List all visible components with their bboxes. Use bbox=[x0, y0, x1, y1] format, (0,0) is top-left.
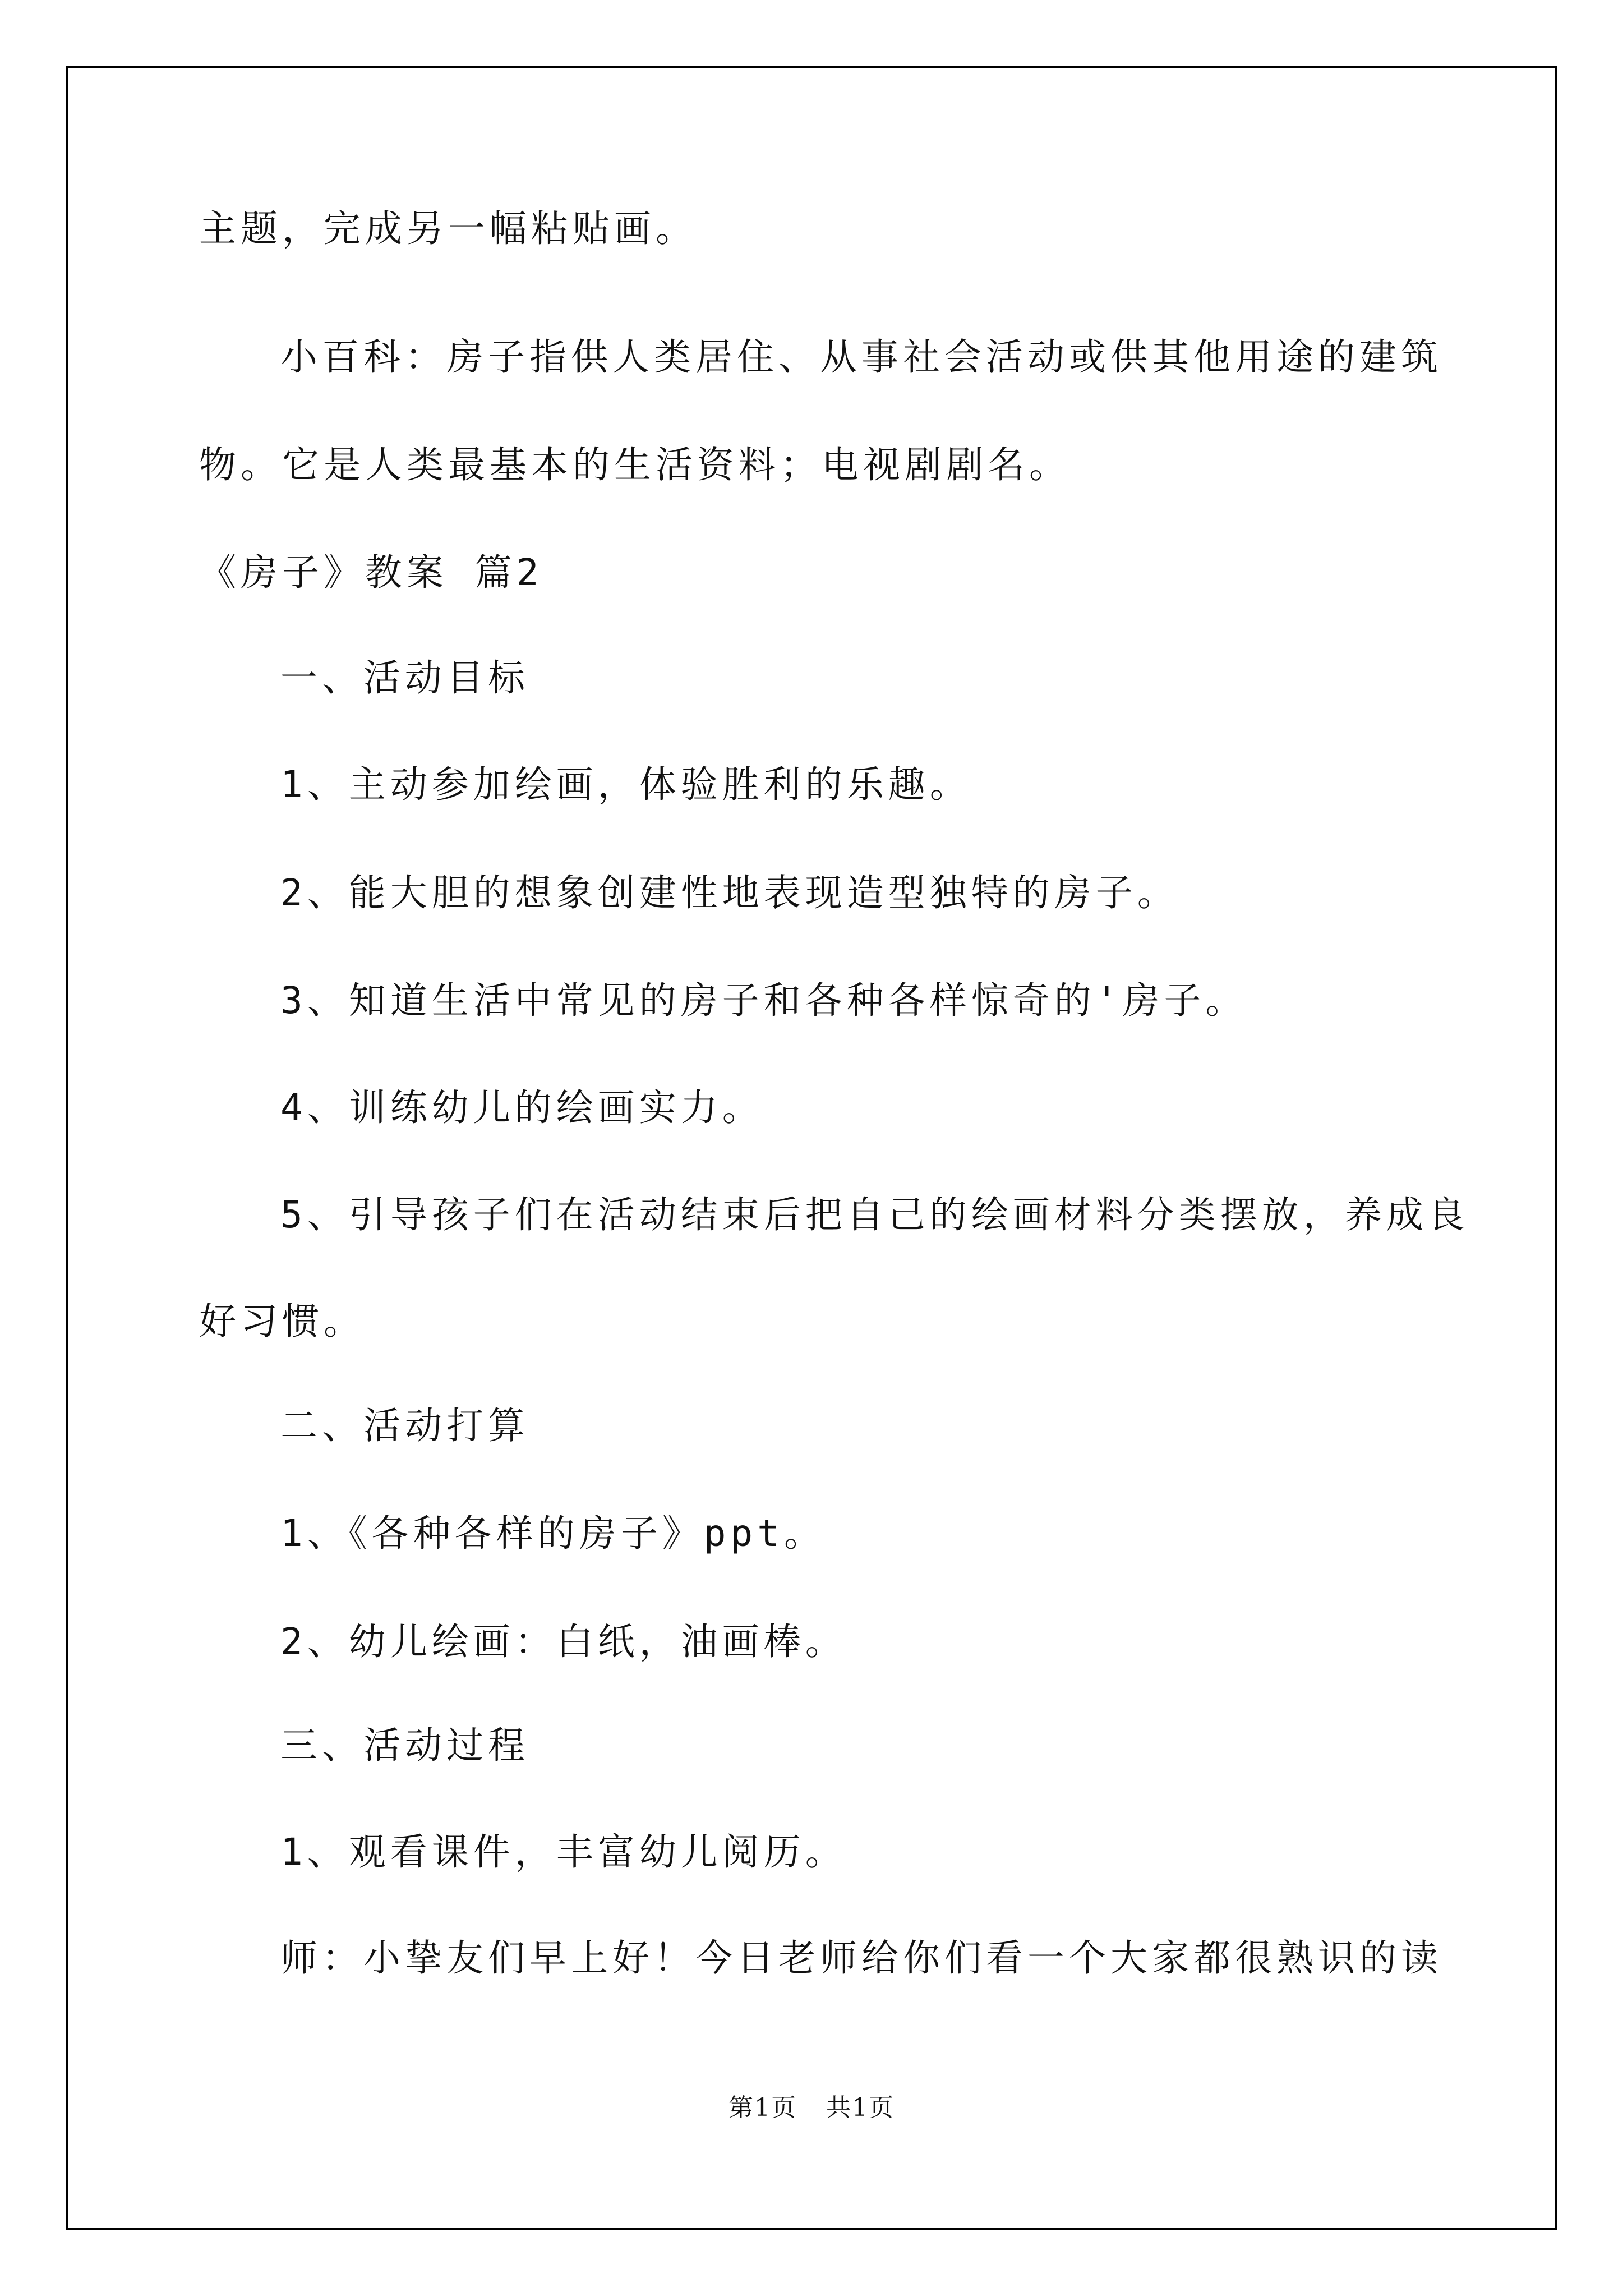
subheading-goals: 一、活动目标 bbox=[280, 656, 529, 700]
subheading-preparation: 二、活动打算 bbox=[280, 1404, 529, 1447]
text-line-11: 好习惯。 bbox=[199, 1300, 365, 1343]
text-line-9: 4、训练幼儿的绘画实力。 bbox=[280, 1086, 764, 1129]
subheading-process: 三、活动过程 bbox=[280, 1724, 529, 1767]
text-line-14: 2、幼儿绘画：白纸，油画棒。 bbox=[280, 1620, 847, 1663]
page-number: 第1页 bbox=[728, 2093, 797, 2122]
page-total: 共1页 bbox=[826, 2093, 895, 2122]
text-line-1: 主题，完成另一幅粘贴画。 bbox=[199, 207, 697, 250]
text-line-13: 1、《各种各样的房子》ppt。 bbox=[280, 1512, 826, 1555]
text-line-17: 师：小挚友们早上好！今日老师给你们看一个大家都很熟识的读 bbox=[280, 1936, 1442, 1980]
text-line-7: 2、能大胆的想象创建性地表现造型独特的房子。 bbox=[280, 871, 1179, 914]
text-line-16: 1、观看课件，丰富幼儿阅历。 bbox=[280, 1830, 847, 1874]
text-line-6: 1、主动参加绘画，体验胜利的乐趣。 bbox=[280, 763, 971, 806]
section-heading: 《房子》教案 篇2 bbox=[199, 551, 543, 594]
text-line-3: 物。它是人类最基本的生活资料；电视剧剧名。 bbox=[199, 443, 1071, 486]
text-line-8: 3、知道生活中常见的房子和各种各样惊奇的'房子。 bbox=[280, 979, 1247, 1022]
text-line-2: 小百科：房子指供人类居住、从事社会活动或供其他用途的建筑 bbox=[280, 335, 1442, 379]
text-line-10: 5、引导孩子们在活动结束后把自己的绘画材料分类摆放，养成良 bbox=[280, 1193, 1469, 1236]
page-footer bbox=[0, 2091, 1623, 2125]
page-border bbox=[66, 66, 1557, 2230]
